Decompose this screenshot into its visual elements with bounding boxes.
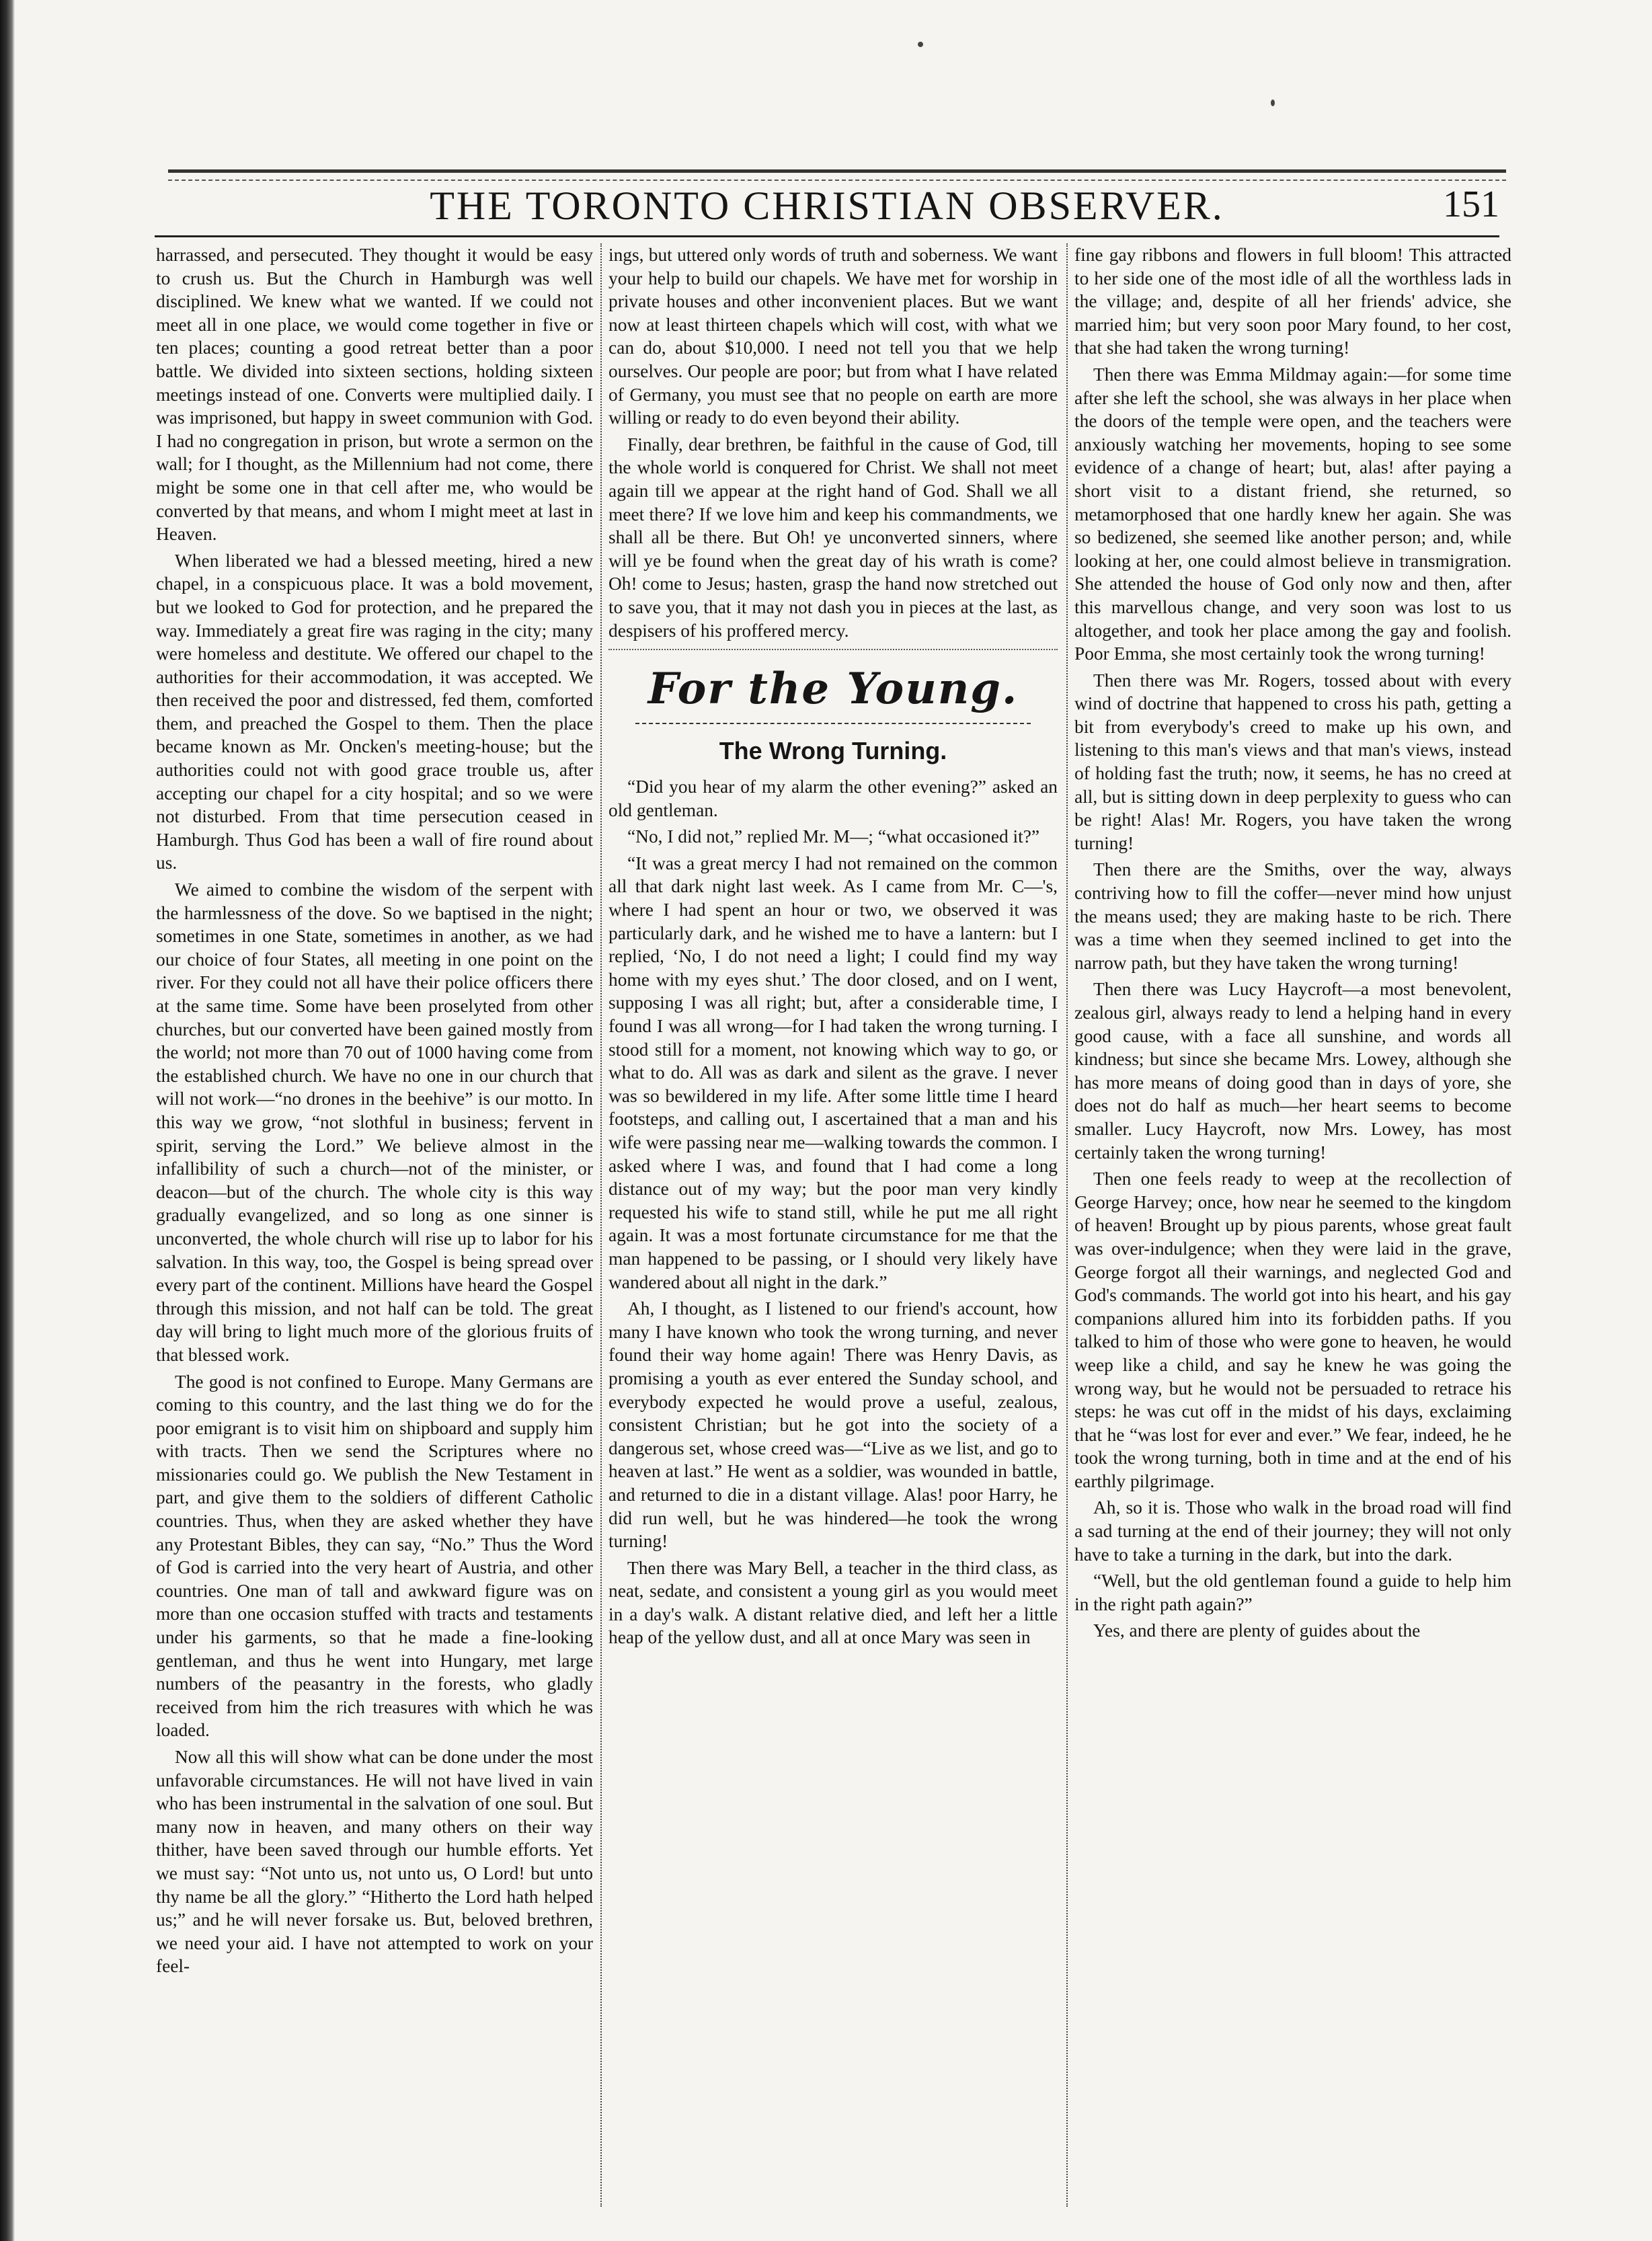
section-rule bbox=[608, 649, 1058, 650]
ink-speck bbox=[1271, 100, 1275, 106]
paragraph: “Well, but the old gentleman found a guide to help him in the right path again?” bbox=[1074, 1571, 1511, 1614]
paragraph: “No, I did not,” replied Mr. M—; “what occasioned it?” bbox=[627, 826, 1040, 847]
paragraph: Then there was Mr. Rogers, tossed about with every wind of doctrine that happened to cross his path, getting a bit from everybody's creed to make up his own, and listening to this man's views and that man's views, instead of holding fast the truth; now, it seems, he has no creed at all, but is sitting down in deep perplexity to guess who can be right! Alas! Mr. Rogers, you have taken the wrong turning! bbox=[1074, 670, 1511, 853]
column-2 bbox=[608, 243, 1058, 2213]
paragraph: Then there was Lucy Haycroft—a most benevolent, zealous girl, always ready to lend a helping hand in every good cause, with a face all sunshine, and words all kindness; but since she became Mrs. Lowey, although she has more means of doing good than in days of yore, she does not do half as much—her heart seems to become smaller. Lucy Haycroft, now Mrs. Lowey, has most certainly taken the wrong turning! bbox=[1074, 979, 1511, 1163]
paragraph: “Did you hear of my alarm the other evening?” asked an old gentleman. bbox=[608, 777, 1058, 820]
paragraph: Finally, dear brethren, be faithful in the cause of God, till the whole world is conquered for Christ. We shall not meet again till we appear at the right hand of God. Shall we all meet there? If we love him and keep his commandments, we shall all be there. But Oh! ye unconverted sinners, where will ye be found when the great day of his wrath is come? Oh! come to Jesus; hasten, grasp the hand now stretched out to save you, that it may not dash you in pieces at the last, as despisers of his proffered mercy. bbox=[608, 434, 1058, 641]
paragraph: Yes, and there are plenty of guides about the bbox=[1093, 1620, 1421, 1641]
column-3 bbox=[1074, 243, 1511, 2213]
paragraph: Then there was Mary Bell, a teacher in the third class, as neat, sedate, and consistent a young girl as you would meet in a day's walk. A distant relative died, and left her a little heap of the yellow dust, and all at once Mary was seen in bbox=[608, 1557, 1058, 1648]
binding-edge bbox=[0, 0, 15, 2241]
paragraph: Then there are the Smiths, over the way, always contriving how to fill the coffer—never mind how unjust the means used; they are making haste to be rich. There was a time when they seemed inclined to get into the narrow path, but they have taken the wrong turning! bbox=[1074, 859, 1511, 973]
paragraph: Then there was Emma Mildmay again:—for some time after she left the school, she was always in her place when the doors of the temple were open, and the teachers were anxiously watching her movements, hoping to see some evidence of a change of heart; but, alas! after paying a short visit to a distant friend, she returned, so metamorphosed that one hardly knew her again. She was so bedizened, she seemed like another person; and, while looking at her, one could almost believe in transmigration. She attended the house of God only now and then, after this marvellous change, and very soon was lost to us altogether, and took her place among the gay and foolish. Poor Emma, she most certainly took the wrong turning! bbox=[1074, 364, 1511, 664]
paragraph: Ah, I thought, as I listened to our friend's account, how many I have known who took the wrong turning, and never found their way home again! There was Henry Davis, as promising a youth as ever entered the Sunday school, and everybody expected he would prove a useful, zealous, consistent Christian; but he got into the society of a dangerous set, whose creed was—“Live as we list, and go to heaven at last.” He went as a soldier, was wounded in battle, and returned to die in a distant village. Alas! poor Harry, he did run well, but he was hindered—he took the wrong turning! bbox=[608, 1298, 1058, 1552]
paragraph: We aimed to combine the wisdom of the serpent with the harmlessness of the dove. So we baptised in the night; sometimes in one State, sometimes in another, as we had our choice of four States, all meeting in one point on the river. For they could not all have their police officers there at the same time. Some have been proselyted from other churches, but our converted have been gained mostly from the world; not more than 70 out of 1000 having come from the established church. We have no one in our church that will not work—“no drones in the beehive” is our motto. In this way we grow, “not slothful in business; fervent in spirit, serving the Lord.” We believe almost in the infallibility of such a church—not of the minister, or deacon—but of the church. The whole city is this way gradually evangelized, and so long as one sinner is unconverted, the whole church will rise up to labor for his salvation. In this way, too, the Gospel is being spread over every part of the continent. Millions have heard the Gospel through this mission, and not half can be told. The great day will bring to light much more of the glorious fruits of that blessed work. bbox=[156, 879, 593, 1365]
page-number: 151 bbox=[1443, 184, 1499, 225]
paragraph: harrassed, and persecuted. They thought it would be easy to crush us. But the Church in Hamburgh was well disciplined. We knew what we wanted. If we could not meet all in one place, we would come together in five or ten places; counting a good retreat better than a poor battle. We divided into sixteen sections, holding sixteen meetings instead of one. Converts were multiplied daily. I was imprisoned, but happy in sweet communion with God. I had no congregation in prison, but wrote a sermon on the wall; for I thought, as the Millennium had not come, there might be some one in that cell after me, who would be converted by that means, and whom I might meet at last in Heaven. bbox=[156, 245, 593, 545]
paragraph: The good is not confined to Europe. Many Germans are coming to this country, and the last thing we do for the poor emigrant is to visit him on shipboard and supply him with tracts. Then we send the Scriptures where no missionaries could go. We publish the New Testament in part, and give them to the soldiers of different Catholic countries. Thus, when they are asked whether they have any Protestant Bibles, they can say, “No.” Thus the Word of God is carried into the very heart of Austria, and other countries. One man of tall and awkward figure was on more than one occasion stuffed with tracts and testaments under his garments, so that he made a fine-looking gentleman, and thus he went into Hungary, met large numbers of the peasantry in the forests, who gladly received from him the rich treasures with which he was loaded. bbox=[156, 1371, 593, 1741]
paragraph: Then one feels ready to weep at the recollection of George Harvey; once, how near he seemed to the kingdom of heaven! Brought up by pious parents, whose great fault was over-indulgence; when they were laid in the grave, George forgot all their warnings, and neglected God and God's commands. The world got into his heart, and his gay companions allured him into its forbidden paths. If you talked to him of those who were gone to heaven, he would weep like a child, and say he knew he was going the wrong way, but he would not be persuaded to retrace his steps: he was cut off in the midst of his days, exclaiming that he “was lost for ever and ever.” We fear, indeed, he he took the wrong turning, both in time and at the end of his earthly pilgrimage. bbox=[1074, 1169, 1511, 1491]
heading-rule bbox=[635, 723, 1031, 724]
story-title: The Wrong Turning. bbox=[719, 737, 947, 765]
masthead: THE TORONTO CHRISTIAN OBSERVER. bbox=[430, 184, 1224, 228]
paragraph: When liberated we had a blessed meeting, hired a new chapel, in a conspicuous place. It was a bold movement, but we looked to God for protection, and he prepared the way. Immediately a great fire was raging in the city; many were homeless and destitute. We offered our chapel to the authorities for their accommodation, it was accepted. We then received the poor and distressed, fed them, comforted them, and preached the Gospel to them. Then the place became known as Mr. Oncken's meeting-house; but the authorities could not with good grace trouble us, after accepting our chapel for a city hospital; and so we were not disturbed. From that time persecution ceased in Hamburgh. Thus God has been a wall of fire round about us. bbox=[156, 550, 593, 873]
top-rule bbox=[168, 169, 1506, 181]
paragraph: ings, but uttered only words of truth and soberness. We want your help to build our chapels. We have met for worship in private houses and other inconvenient places. But we want now at least thirteen chapels which will cost, with what we can do, about $10,000. I need not tell you that we help ourselves. Our people are poor; but from what I have related of Germany, you must see that no people on earth are more willing or ready to do even beyond their ability. bbox=[608, 245, 1058, 428]
column-1 bbox=[156, 243, 593, 2213]
paragraph: fine gay ribbons and flowers in full bloom! This attracted to her side one of the most idle of all the worthless lads in the village; and, despite of all her friends' advice, she married him; but very soon poor Mary found, to her cost, that she had taken the wrong turning! bbox=[1074, 245, 1511, 358]
paragraph: Ah, so it is. Those who walk in the broad road will find a sad turning at the end of their journey; they will not only have to take a turning in the dark, but into the dark. bbox=[1074, 1497, 1511, 1565]
column-rule bbox=[600, 243, 602, 2207]
page-header bbox=[155, 182, 1499, 237]
column-rule bbox=[1066, 243, 1068, 2207]
paragraph: “It was a great mercy I had not remained on the common all that dark night last week. As I came from Mr. C—'s, where I had spent an hour or two, we observed it was particularly dark, and he wished me to have a lantern: but I replied, ‘No, I do not need a light; I could find my way home with my eyes shut.’ The door closed, and on I went, supposing I was all right; but, after a considerable time, I found I was all wrong—for I had taken the wrong turning. I stood still for a moment, not knowing which way to go, or what to do. All was as dark and silent as the grave. I never was so bewildered in my life. After some little time I heard footsteps, and calling out, I ascertained that a man and his wife were passing near me—walking towards the common. I asked where I was, and found that I had come a long distance out of my way; but the poor man very kindly requested his wife to stand still, while he put me all right again. It was a most fortunate circumstance for me that the man happened to be passing, or I should very likely have wandered about all night in the dark.” bbox=[608, 853, 1058, 1292]
section-heading: For the Young. bbox=[647, 664, 1019, 715]
paragraph: Now all this will show what can be done under the most unfavorable circumstances. He will not have lived in vain who has been instrumental in the salvation of one soul. But many now in heaven, and many others on their way thither, have been saved through our humble efforts. Yet we must say: “Not unto us, not unto us, O Lord! but unto thy name be all the glory.” “Hitherto the Lord hath helped us;” and he will never forsake us. But, beloved brethren, we need your aid. I have not attempted to work on your feel- bbox=[156, 1747, 593, 1977]
ink-speck bbox=[918, 42, 923, 47]
